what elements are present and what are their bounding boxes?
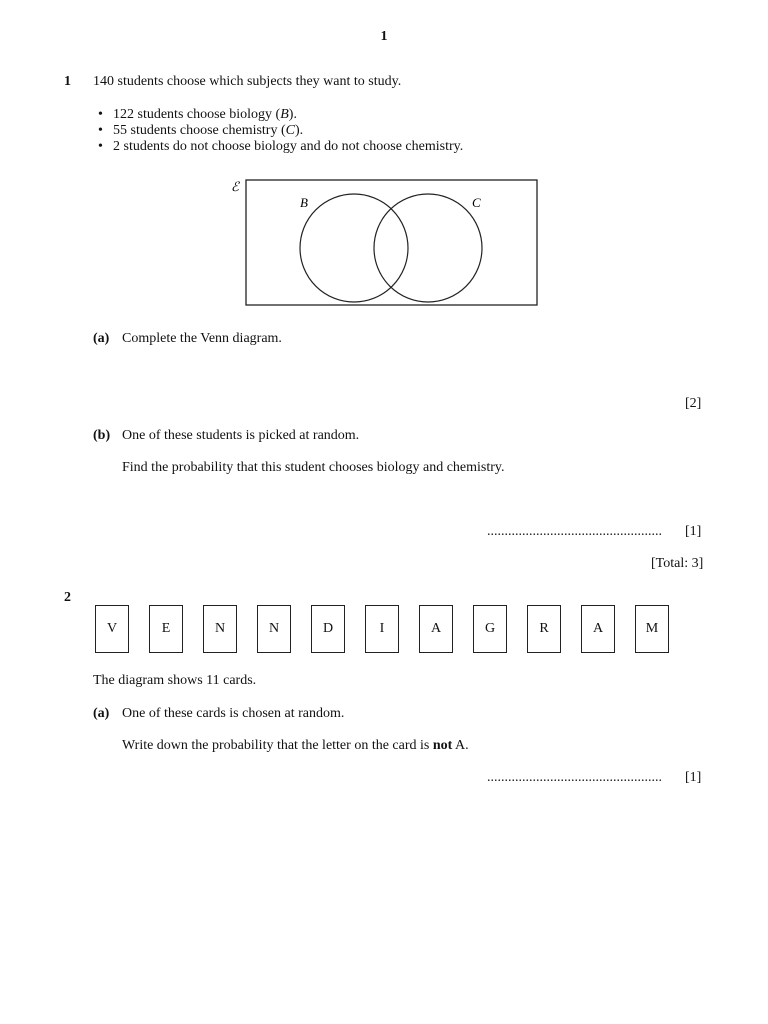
question-2-stem: The diagram shows 11 cards. — [93, 673, 257, 688]
question-2-number: 2 — [64, 590, 71, 605]
part-b-label: (b) — [93, 428, 111, 443]
letter-card: I — [365, 605, 399, 653]
bullet-icon: • — [98, 107, 103, 122]
universal-set-symbol: ℰ — [231, 179, 239, 194]
page-number: 1 — [380, 29, 388, 44]
question-1-total: [Total: 3] — [651, 556, 704, 571]
question-1-bullet-list — [98, 107, 463, 155]
part-a-label: (a) — [93, 331, 110, 346]
letter-card: N — [257, 605, 291, 653]
bullet-neither: • 2 students do not choose biology and do not choose chemistry. — [98, 139, 464, 154]
question-1-number: 1 — [64, 74, 71, 89]
part-b-marks: [1] — [685, 524, 702, 539]
letter-card: V — [95, 605, 129, 653]
letter-card: G — [473, 605, 507, 653]
emphasis-not: not — [432, 738, 453, 753]
bullet-biology: • 122 students choose biology (B). — [98, 107, 297, 122]
q2-part-a-label: (a) — [93, 706, 110, 721]
letter-card: A — [419, 605, 453, 653]
set-symbol-b: B — [280, 107, 289, 122]
bullet-chemistry: • 55 students choose chemistry (C). — [98, 123, 304, 138]
letter-card: D — [311, 605, 345, 653]
letter-card: N — [203, 605, 237, 653]
letter-card: E — [149, 605, 183, 653]
question-1-stem: 140 students choose which subjects they want to study. — [93, 74, 402, 89]
venn-diagram — [226, 174, 546, 310]
part-b-answer-line[interactable]: .................................................. — [487, 524, 662, 539]
venn-label-c: C — [472, 195, 481, 210]
letter-card: R — [527, 605, 561, 653]
bullet-icon: • — [98, 139, 103, 154]
part-b-text-1: One of these students is picked at random. — [122, 428, 360, 443]
letter-card: A — [581, 605, 615, 653]
q2-part-a-marks: [1] — [685, 770, 702, 785]
letter-card: M — [635, 605, 669, 653]
set-symbol-c: C — [285, 123, 295, 138]
q2-part-a-answer-line[interactable]: .................................................. — [487, 770, 662, 785]
bullet-icon: • — [98, 123, 103, 138]
part-a-marks: [2] — [685, 396, 702, 411]
venn-label-b: B — [300, 195, 308, 210]
part-b-text-2: Find the probability that this student chooses biology and chemistry. — [122, 460, 505, 475]
part-a-text: Complete the Venn diagram. — [122, 331, 282, 346]
set-b-circle — [300, 194, 408, 302]
q2-part-a-text-2: Write down the probability that the letter on the card is not A. — [122, 738, 469, 753]
q2-part-a-text-1: One of these cards is chosen at random. — [122, 706, 345, 721]
set-c-circle — [374, 194, 482, 302]
